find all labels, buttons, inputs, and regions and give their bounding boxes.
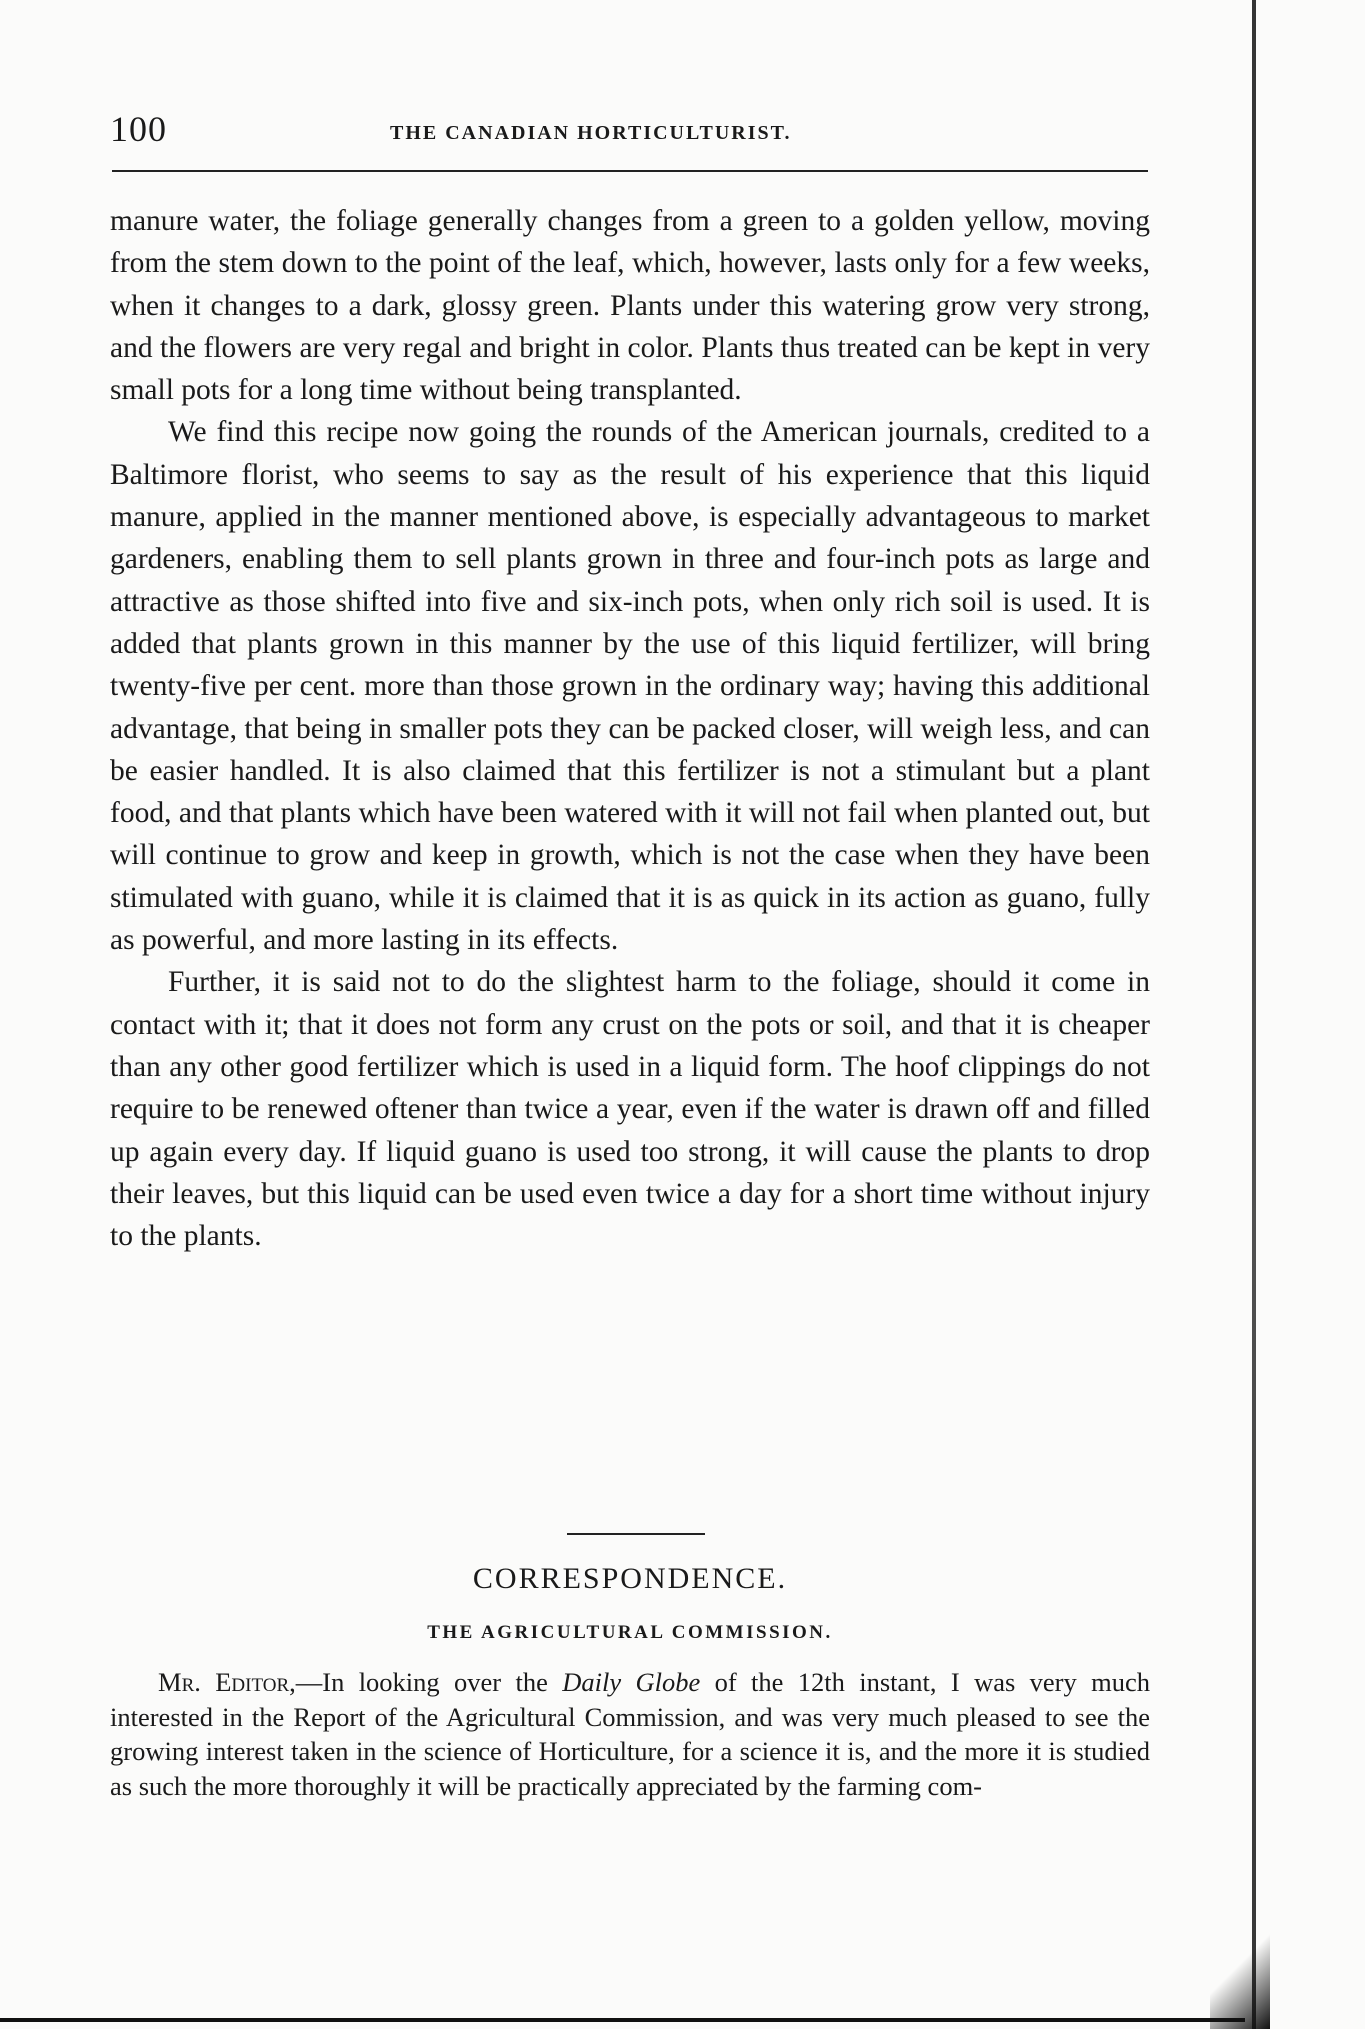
article-paragraph-3: Further, it is said not to do the slightest harm to the foliage, should it come in contact with it; that it does not form any crust on the pots or soil, and that it is cheaper than any other good fertilizer which is used in a liquid form. The hoof clippings do not require to be renewed oftener than twice a year, even if the water is drawn off and filled up again every day. If liquid guano is used too strong, it will cause the plants to drop their leaves, but this liquid can be used even twice a day for a short time without injury to the plants.: [110, 966, 1150, 1253]
header-rule: [112, 170, 1148, 172]
section-title: CORRESPONDENCE.: [472, 1562, 788, 1595]
letter-text-part-2: of the 12th instant, I was very much interested in the Report of the Agricultural Commission, and was very much pleased to see the growing interest taken in the science of Horticulture, for a science it is, and the more it is studied as such the more thoroughly it will be practically appreciated by the farming com-: [110, 1667, 1150, 1801]
article-paragraph-1: manure water, the foliage generally changes from a green to a golden yellow, moving from the stem down to the point of the leaf, which, however, lasts only for a few weeks, when it changes to a dark, glossy green. Plants under this watering grow very strong, and the flowers are very regal and bright in color. Plants thus treated can be kept in very small pots for a long time without being transplanted.: [110, 205, 1150, 407]
running-title: THE CANADIAN HORTICULTURIST.: [390, 122, 792, 144]
letter-text-part-1: —In looking over the: [295, 1667, 563, 1697]
section-divider: [567, 1533, 705, 1535]
letter-paragraph: [110, 1665, 1150, 1803]
page-number: 100: [110, 109, 167, 149]
page-header: [110, 108, 1150, 158]
corner-shadow: [1210, 1930, 1270, 2029]
article-paragraph-2: We find this recipe now going the rounds of the American journals, credited to a Baltimore florist, who seems to say as the result of his experience that this liquid manure, applied in the manner mentioned above, is especially advantageous to market gardeners, enabling them to sell plants grown in three and four-inch pots as large and attractive as those shifted into five and six-inch pots, when only rich soil is used. It is added that plants grown in this manner by the use of this liquid fertilizer, will bring twenty-five per cent. more than those grown in the ordinary way; having this additional advantage, that being in smaller pots they can be packed closer, will weigh less, and can be easier handled. It is also claimed that this fertilizer is not a stimulant but a plant food, and that plants which have been watered with it will not fail when planted out, but will continue to grow and keep in growth, which is not the case when they have been stimulated with guano, while it is claimed that it is as quick in its action as guano, fully as powerful, and more lasting in its effects.: [110, 416, 1150, 957]
binding-edge-line: [1252, 0, 1256, 2029]
bottom-edge-shadow: [0, 2018, 1245, 2022]
letter-salutation: Mr. Editor,: [158, 1667, 296, 1697]
article-body: [110, 200, 1150, 1257]
binding-gutter: [1245, 0, 1365, 2029]
newspaper-name: Daily Globe: [562, 1667, 701, 1697]
subsection-title: THE AGRICULTURAL COMMISSION.: [427, 1622, 833, 1643]
letter-body: [110, 1665, 1150, 1803]
